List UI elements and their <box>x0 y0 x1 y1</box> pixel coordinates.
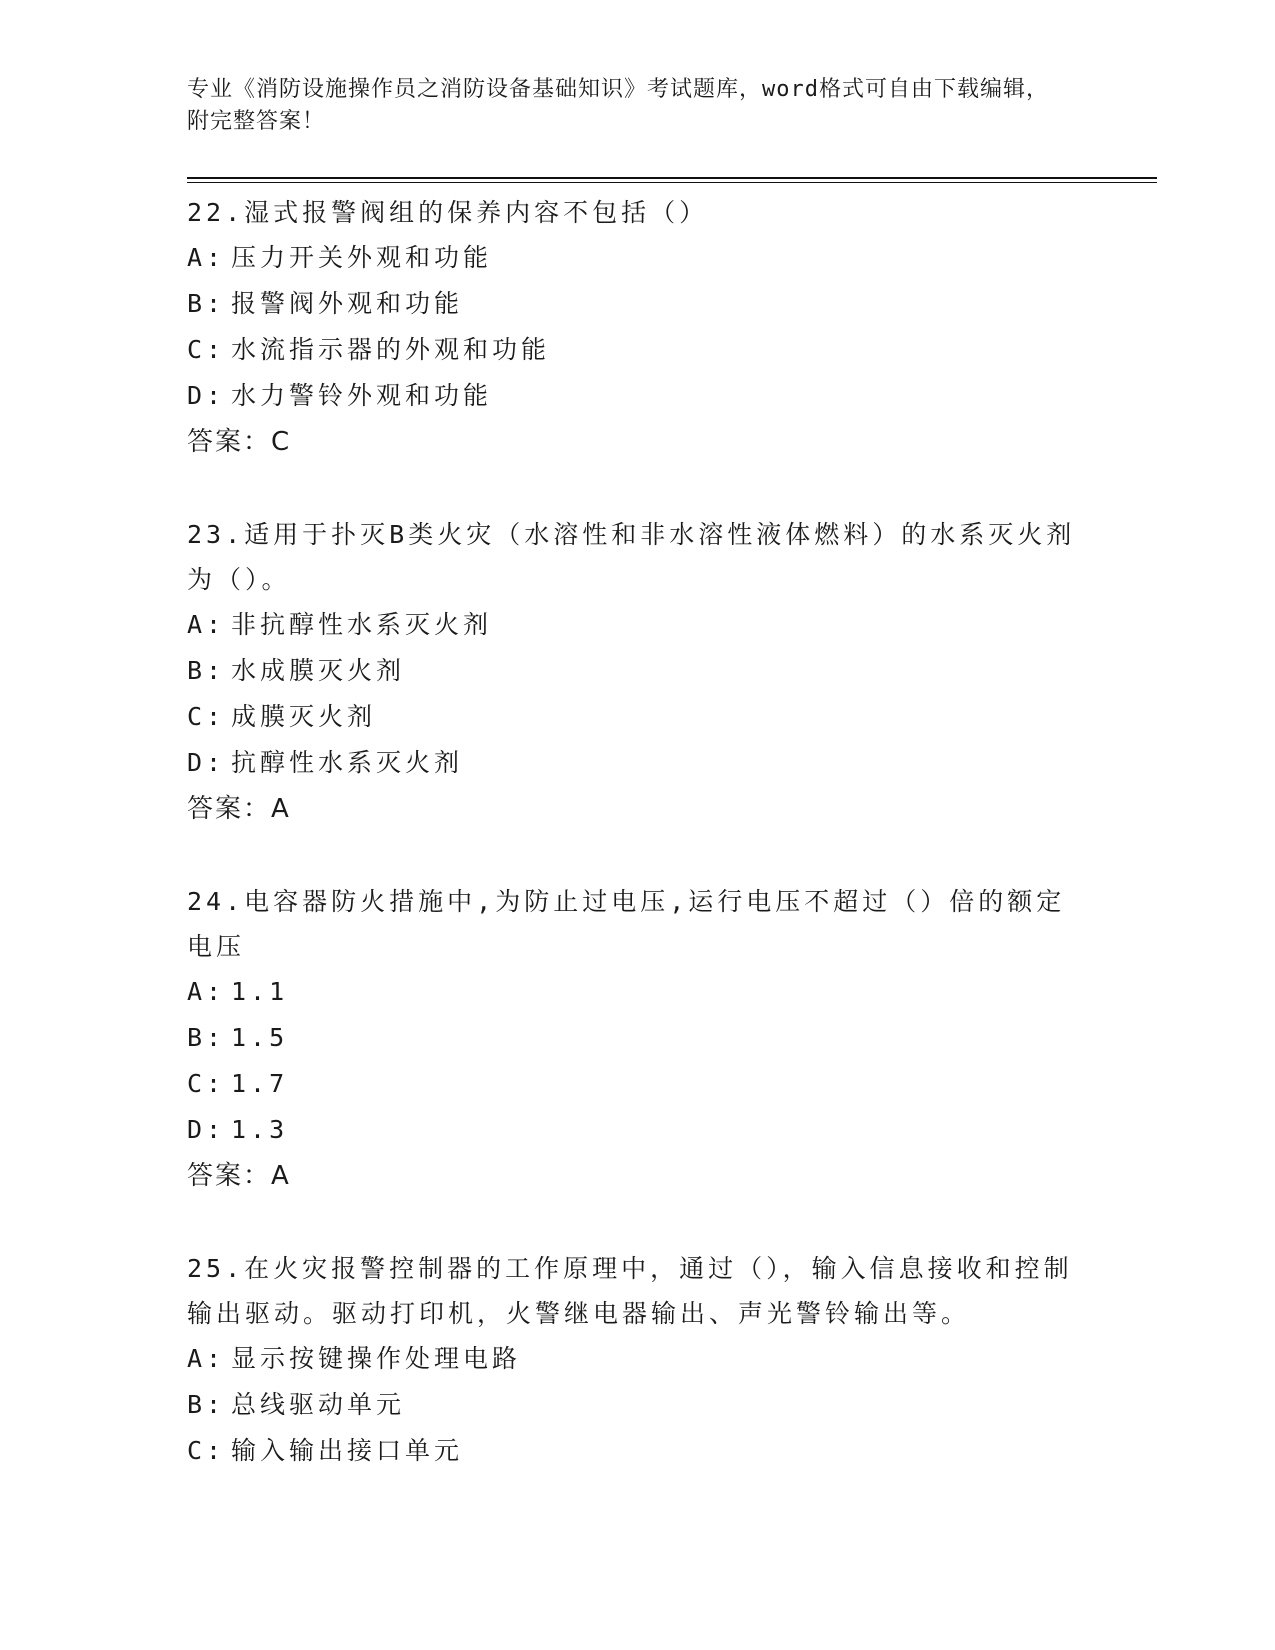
option-c <box>187 1428 1087 1474</box>
option-key: D: <box>187 1115 226 1144</box>
option-key: A: <box>187 1344 226 1373</box>
option-c <box>187 694 1087 740</box>
option-b <box>187 1015 1087 1061</box>
option-c <box>187 327 1087 373</box>
question-stem: 25.在火灾报警控制器的工作原理中，通过（），输入信息接收和控制输出驱动。驱动打印机，火警继电器输出、声光警铃输出等。 <box>187 1254 1073 1328</box>
option-key: B: <box>187 289 226 318</box>
option-key: A: <box>187 610 226 639</box>
option-a <box>187 1336 1087 1382</box>
option-text: 成膜灭火剂 <box>231 702 377 731</box>
question-stem: 22.湿式报警阀组的保养内容不包括（） <box>187 198 709 227</box>
option-text: 压力开关外观和功能 <box>231 243 493 272</box>
option-text: 水力警铃外观和功能 <box>231 381 493 410</box>
option-b <box>187 1382 1087 1428</box>
option-text: 输入输出接口单元 <box>231 1436 464 1465</box>
option-text: 非抗醇性水系灭火剂 <box>231 610 493 639</box>
question-25 <box>187 1246 1087 1474</box>
answer: 答案：C <box>187 427 292 457</box>
option-a <box>187 602 1087 648</box>
option-d <box>187 740 1087 786</box>
option-text: 1.3 <box>231 1115 289 1144</box>
question-22 <box>187 190 1087 465</box>
option-c <box>187 1061 1087 1107</box>
question-23 <box>187 512 1087 832</box>
option-text: 总线驱动单元 <box>231 1390 406 1419</box>
question-24 <box>187 879 1087 1199</box>
option-d <box>187 1107 1087 1153</box>
answer: 答案：A <box>187 794 291 824</box>
question-stem: 24.电容器防火措施中,为防止过电压,运行电压不超过（）倍的额定电压 <box>187 887 1066 961</box>
answer: 答案：A <box>187 1161 291 1191</box>
option-key: D: <box>187 748 226 777</box>
option-text: 1.5 <box>231 1023 289 1052</box>
option-key: B: <box>187 656 226 685</box>
option-d <box>187 373 1087 419</box>
option-key: C: <box>187 1436 226 1465</box>
option-text: 水成膜灭火剂 <box>231 656 406 685</box>
option-a <box>187 235 1087 281</box>
option-text: 显示按键操作处理电路 <box>231 1344 522 1373</box>
option-key: C: <box>187 702 226 731</box>
question-list <box>187 190 1087 1521</box>
option-text: 报警阀外观和功能 <box>231 289 464 318</box>
option-key: A: <box>187 977 226 1006</box>
option-key: A: <box>187 243 226 272</box>
header-divider-thick <box>187 177 1157 179</box>
document-header: 专业《消防设施操作员之消防设备基础知识》考试题库，word格式可自由下载编辑，附完整答案！ <box>187 77 1049 134</box>
option-text: 抗醇性水系灭火剂 <box>231 748 464 777</box>
option-key: B: <box>187 1390 226 1419</box>
option-key: D: <box>187 381 226 410</box>
option-b <box>187 281 1087 327</box>
question-stem: 23.适用于扑灭B类火灾（水溶性和非水溶性液体燃料）的水系灭火剂为（）。 <box>187 520 1076 594</box>
option-b <box>187 648 1087 694</box>
option-key: B: <box>187 1023 226 1052</box>
option-a <box>187 969 1087 1015</box>
option-text: 水流指示器的外观和功能 <box>231 335 551 364</box>
option-text: 1.7 <box>231 1069 289 1098</box>
header-divider-thin <box>187 182 1157 183</box>
option-text: 1.1 <box>231 977 289 1006</box>
option-key: C: <box>187 1069 226 1098</box>
option-key: C: <box>187 335 226 364</box>
